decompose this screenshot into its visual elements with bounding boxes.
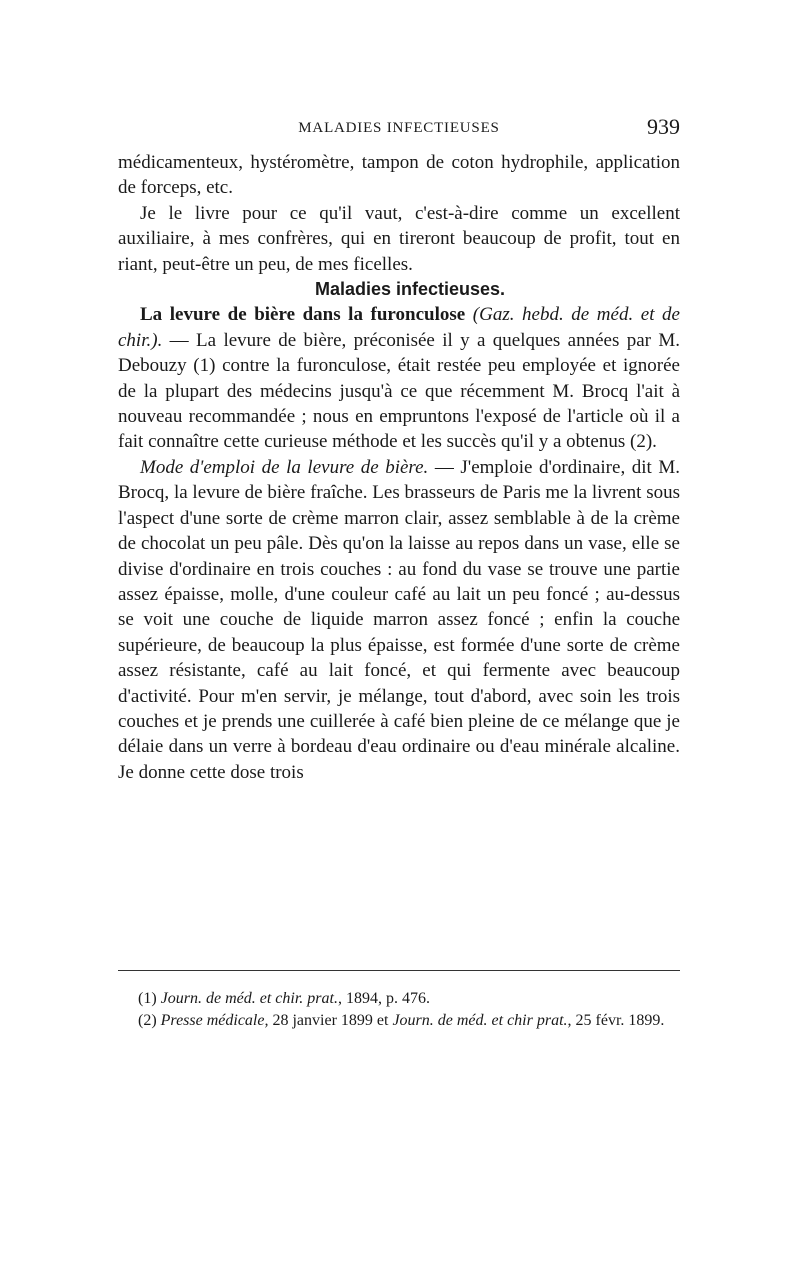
running-title: MALADIES INFECTIEUSES [298,120,500,136]
mode-title: Mode d'emploi de la levure de bière. [140,456,429,478]
footnote-text: , 25 févr. 1899. [567,1012,665,1029]
footnote-text: , 1894, p. 476. [337,990,430,1007]
paragraph: Je le livre pour ce qu'il vaut, c'est-à-dire comme un excellent auxiliaire, à mes confrères, qui en tireront beaucoup de profit, tout en riant, peut-être un peu, de mes ficelles. [118,202,680,275]
article-paragraph [118,302,680,454]
mode-text: — J'emploie d'ordinaire, dit M. Brocq, la levure de bière fraîche. Les brasseurs de Paris me la livrent sous l'aspect d'une sorte de crème marron clair, assez semblable à de la crème de chocolat un peu pâle. Dès qu'on la laisse au repos dans un vase, elle se divise d'ordinaire en trois couches : au fond du vase se trouve une partie assez épaisse, molle, d'une couleur café au lait un peu foncé ; au-dessus se voit une couche de liquide marron assez foncé ; enfin la couche supérieure, de beaucoup la plus épaisse, est formée d'une sorte de crème assez résistante, café au lait foncé, et qui fermente avec beaucoup d'activité. Pour m'en servir, je mélange, tout d'abord, avec soin les trois couches et je prends une cuillerée à café bien pleine de ce mélange que je délaie dans un verre à bordeau d'eau ordinaire ou d'eau minérale alcaline. Je donne cette dose trois [118,456,680,783]
article-title: La levure de bière dans la furonculose [140,304,466,326]
footnote-1 [118,988,680,1010]
footnotes [118,988,680,1032]
page-number: 939 [647,114,680,139]
footnote-label: (1) [138,990,161,1007]
footnote-label: (2) [138,1012,161,1029]
article-text: — La levure de bière, préconisée il y a quelques années par M. Debouzy (1) contre la furonculose, était restée peu employée et ignorée de la plupart des médecins jusqu'à ce que récemment M. Brocq l'ait à nouveau recommandée ; nous en empruntons l'exposé de l'article où il a fait connaître cette curieuse méthode et les succès qu'il y a obtenus (2). [118,329,680,453]
footnote-text: 28 janvier 1899 et [268,1012,393,1029]
body-text [118,150,680,785]
paragraph: médicamenteux, hystéromètre, tampon de coton hydrophile, application de forceps, etc. [118,152,680,199]
footnote-source: Journ. de méd. et chir prat. [392,1012,568,1029]
footnote-2 [118,1010,680,1032]
footnote-source: Journ. de méd. et chir. prat. [160,990,338,1007]
footnote-rule [118,970,680,971]
mode-paragraph [118,455,680,785]
page-header [118,114,680,144]
footnote-source: Presse médicale, [160,1012,269,1029]
article-source: (Gaz. hebd. de méd. et de chir.). [118,304,680,351]
section-heading: Maladies infectieuses. [314,279,506,300]
